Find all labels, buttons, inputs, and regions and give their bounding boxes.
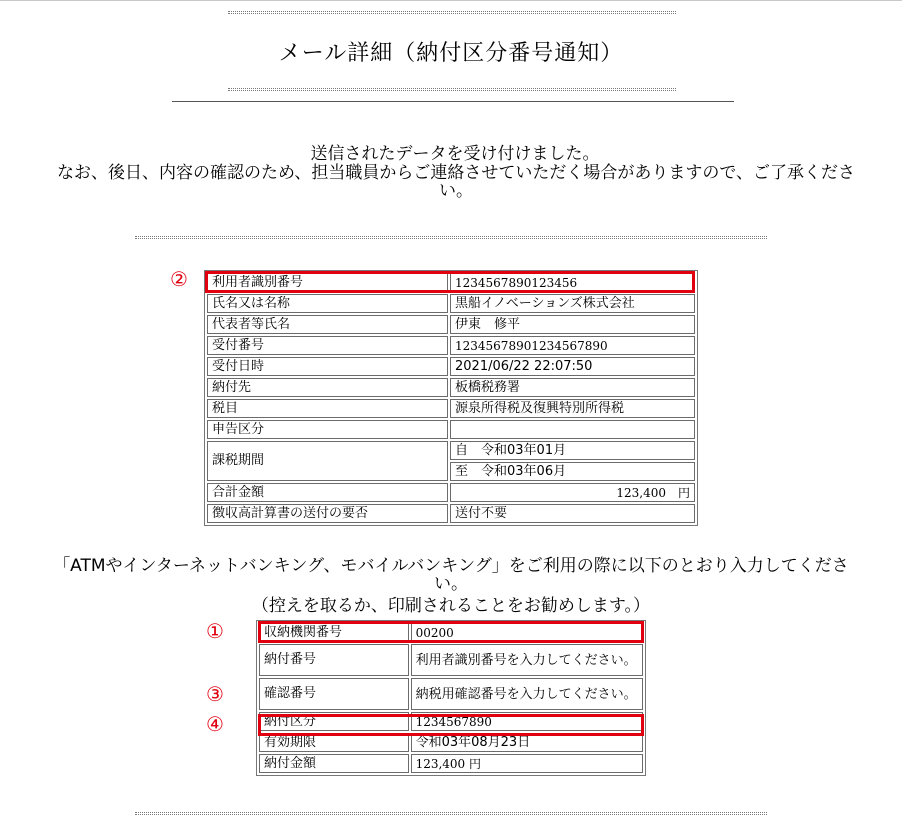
tax-period-to: 至 令和03年06月 xyxy=(450,462,695,481)
name-value: 黒船イノベーションズ株式会社 xyxy=(450,294,695,313)
divider-title-bottom xyxy=(228,88,676,91)
collector-number-value: 00200 xyxy=(411,623,643,642)
marker-3: ③ xyxy=(206,682,224,706)
table-row xyxy=(207,399,695,418)
payment-number-value: 利用者識別番号を入力してください。 xyxy=(411,644,643,676)
highlight-collector-number-row xyxy=(258,621,644,643)
user-id-label: 利用者識別番号 xyxy=(207,273,448,292)
expiry-label: 有効期限 xyxy=(259,733,409,752)
payee-label: 納付先 xyxy=(207,378,448,397)
marker-4: ④ xyxy=(206,712,224,736)
table-row xyxy=(207,315,695,334)
total-amount-value: 123,400 円 xyxy=(450,483,695,502)
expiry-value: 令和03年08月23日 xyxy=(411,733,643,752)
collector-number-label: 収納機関番号 xyxy=(259,623,409,642)
statement-delivery-label: 徴収高計算書の送付の要否 xyxy=(207,504,448,523)
payment-amount-value: 123,400 円 xyxy=(411,754,643,773)
table-row xyxy=(207,420,695,439)
receipt-number-value: 12345678901234567890 xyxy=(450,336,695,355)
representative-label: 代表者等氏名 xyxy=(207,315,448,334)
marker-2: ② xyxy=(170,267,188,291)
representative-value: 伊東 修平 xyxy=(450,315,695,334)
table-row xyxy=(207,504,695,523)
tax-period-from: 自 令和03年01月 xyxy=(450,441,695,460)
table-row xyxy=(207,441,695,460)
highlight-payment-category-row xyxy=(258,714,644,736)
title-underline xyxy=(172,101,734,102)
page-title: メール詳細（納付区分番号通知） xyxy=(278,41,624,66)
tax-period-label: 課税期間 xyxy=(207,441,448,481)
payee-value: 板橋税務署 xyxy=(450,378,695,397)
confirmation-number-value: 納税用確認番号を入力してください。 xyxy=(411,678,643,710)
receipt-datetime-value: 2021/06/22 22:07:50 xyxy=(450,357,695,376)
table-row xyxy=(259,754,643,773)
table-row xyxy=(259,678,643,710)
payment-amount-label: 納付金額 xyxy=(259,754,409,773)
tax-item-value: 源泉所得税及復興特別所得税 xyxy=(450,399,695,418)
payment-category-label: 納付区分 xyxy=(259,712,409,731)
tax-item-label: 税目 xyxy=(207,399,448,418)
submission-details-table xyxy=(204,270,698,526)
name-label: 氏名又は名称 xyxy=(207,294,448,313)
table-row xyxy=(207,357,695,376)
atm-instruction: 「ATMやインターネットバンキング、モバイルバンキング」をご利用の際に以下のとおり入力してください。 xyxy=(53,556,849,594)
marker-1: ① xyxy=(206,619,224,643)
divider-top xyxy=(228,11,676,14)
divider-bottom xyxy=(135,812,767,815)
confirmation-number-label: 確認番号 xyxy=(259,678,409,710)
highlight-user-id-row xyxy=(205,271,695,293)
table-row xyxy=(259,644,643,676)
payment-number-label: 納付番号 xyxy=(259,644,409,676)
divider-message-bottom xyxy=(135,236,767,239)
table-row xyxy=(207,378,695,397)
user-id-value: 1234567890123456 xyxy=(450,273,695,292)
table-row xyxy=(207,336,695,355)
message-received: 送信されたデータを受け付けました。 xyxy=(310,144,600,164)
filing-category-value xyxy=(450,420,695,439)
payment-info-table xyxy=(256,620,646,776)
payment-category-value: 1234567890 xyxy=(411,712,643,731)
window-top-border xyxy=(0,0,902,1)
filing-category-label: 申告区分 xyxy=(207,420,448,439)
message-contact: なお、後日、内容の確認のため、担当職員からご連絡させていただく場合がありますので、ご了承ください。 xyxy=(57,163,855,201)
print-advice: （控えを取るか、印刷されることをお勧めします。） xyxy=(251,596,651,616)
table-row xyxy=(207,294,695,313)
statement-delivery-value: 送付不要 xyxy=(450,504,695,523)
total-amount-label: 合計金額 xyxy=(207,483,448,502)
table-row xyxy=(207,483,695,502)
receipt-datetime-label: 受付日時 xyxy=(207,357,448,376)
receipt-number-label: 受付番号 xyxy=(207,336,448,355)
